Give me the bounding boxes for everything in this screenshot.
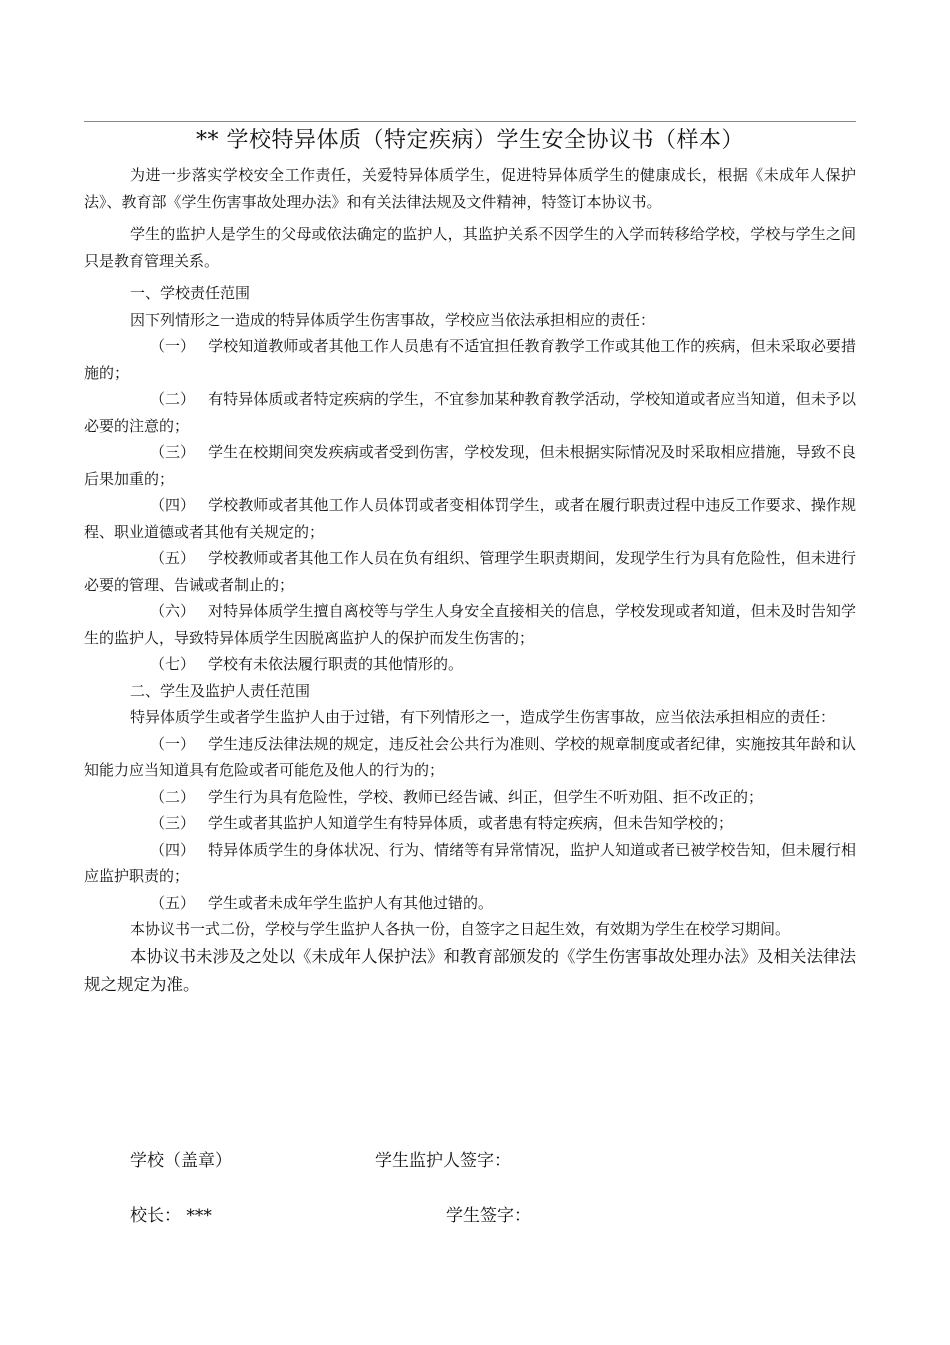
section2-item-5: （五） 学生或者未成年学生监护人有其他过错的。 — [150, 893, 494, 912]
section1-item-3: （三） 学生在校期间突发疾病或者受到伤害，学校发现，但未根据实际情况及时采取相应措施，导致不良后果加重的； — [84, 443, 856, 488]
section1-item-6: （六） 对特异体质学生擅自离校等与学生人身安全直接相关的信息，学校发现或者知道，但未及时告知学生的监护人，导致特异体质学生因脱离监护人的保护而发生伤害的； — [84, 602, 856, 647]
section2-lead: 特异体质学生或者学生监护人由于过错，有下列情形之一，造成学生伤害事故，应当依法承担相应的责任： — [130, 708, 836, 726]
intro-paragraph-1: 为进一步落实学校安全工作责任，关爱特异体质学生，促进特异体质学生的健康成长，根据《未成年人保护法》、教育部《学生伤害事故处理办法》和有关法律法规及文件精神，特签订本协议书。 — [84, 166, 856, 211]
section1-item-5: （五） 学校教师或者其他工作人员在负有组织、管理学生职责期间，发现学生行为具有危险性，但未进行必要的管理、告诫或者制止的； — [84, 549, 856, 594]
section2-item-1: （一） 学生违反法律法规的规定，违反社会公共行为准则、学校的规章制度或者纪律，实施按其年龄和认知能力应当知道具有危险或者可能危及他人的行为的； — [84, 734, 856, 779]
section1-item-1: （一） 学校知道教师或者其他工作人员患有不适宜担任教育教学工作或其他工作的疾病，但未采取必要措施的； — [84, 337, 856, 382]
section1-lead: 因下列情形之一造成的特异体质学生伤害事故，学校应当依法承担相应的责任： — [130, 310, 656, 329]
section1-item-4: （四） 学校教师或者其他工作人员体罚或者变相体罚学生，或者在履行职责过程中违反工作要求、操作规程、职业道德或者其他有关规定的； — [84, 496, 856, 541]
section2-item-4: （四） 特异体质学生的身体状况、行为、情绪等有异常情况，监护人知道或者已被学校告知，但未履行相应监护职责的； — [84, 840, 856, 885]
document-body — [84, 124, 856, 999]
school-seal-label: 学校（盖章） — [130, 1151, 232, 1171]
section1-heading: 一、学校责任范围 — [130, 284, 251, 302]
header-rule — [84, 121, 856, 122]
section1-item-7: （七） 学校有未依法履行职责的其他情形的。 — [150, 655, 464, 673]
section1-item-2: （二） 有特异体质或者特定疾病的学生，不宜参加某种教育教学活动，学校知道或者应当知道，但未予以必要的注意的； — [84, 390, 856, 435]
principal-label: 校长： *** — [130, 1206, 212, 1226]
guardian-signature-label: 学生监护人签字： — [375, 1151, 511, 1171]
closing-paragraph-1: 本协议书一式二份，学校与学生监护人各执一份，自签字之日起生效，有效期为学生在校学习期间。 — [130, 920, 791, 938]
section2-item-2: （二） 学生行为具有危险性，学校、教师已经告诫、纠正，但学生不听劝阻、拒不改正的； — [150, 787, 764, 806]
intro-paragraph-2: 学生的监护人是学生的父母或依法确定的监护人，其监护关系不因学生的入学而转移给学校，学校与学生之间只是教育管理关系。 — [84, 225, 856, 270]
student-signature-label: 学生签字： — [446, 1206, 531, 1226]
closing-paragraph-2: 本协议书未涉及之处以《未成年人保护法》和教育部颁发的《学生伤害事故处理办法》及相关法律法规之规定为准。 — [84, 946, 856, 994]
section2-item-3: （三） 学生或者其监护人知道学生有特异体质，或者患有特定疾病，但未告知学校的； — [150, 814, 734, 832]
section2-heading: 二、学生及监护人责任范围 — [130, 681, 311, 700]
document-title: ** 学校特异体质（特定疾病）学生安全协议书（样本） — [196, 128, 744, 153]
